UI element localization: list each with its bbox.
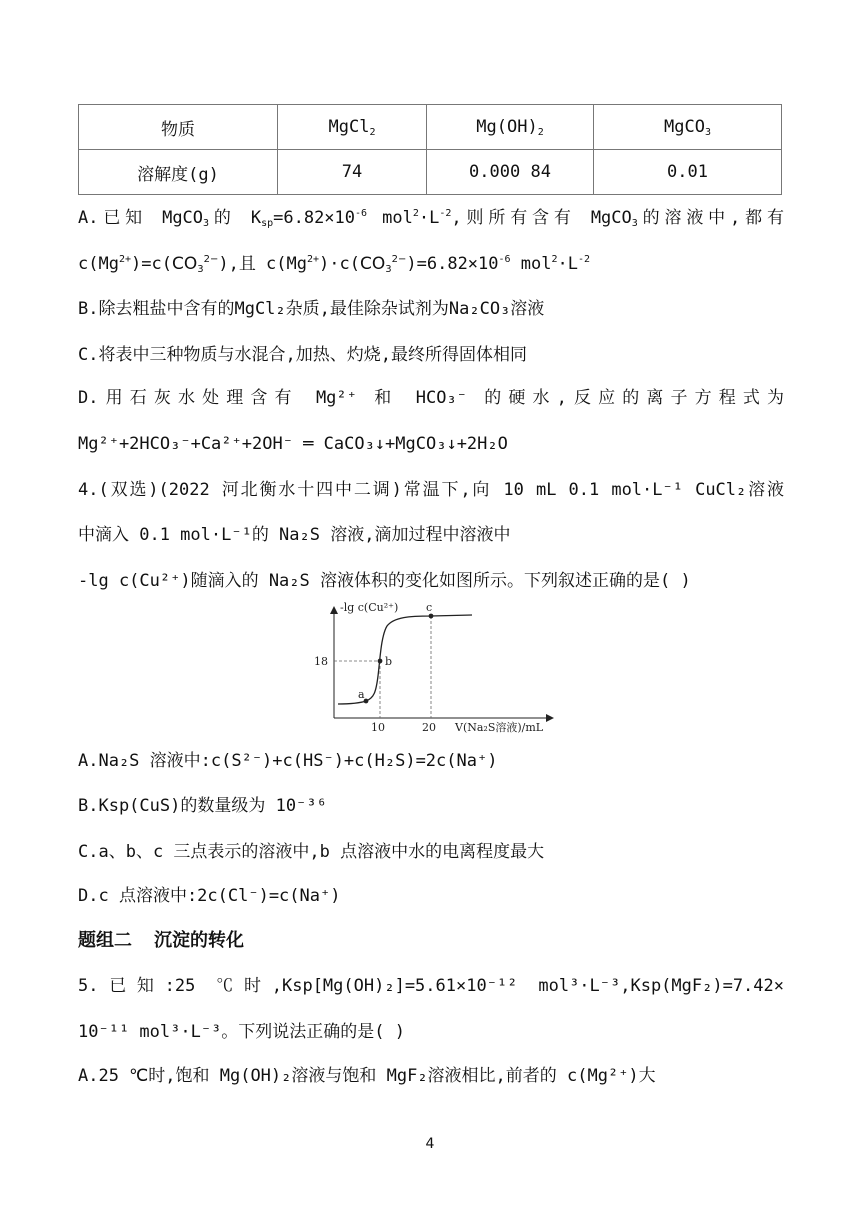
table-row — [79, 150, 782, 195]
x-axis-label: V(Na₂S溶液)/mL — [455, 721, 544, 734]
section-heading — [78, 926, 244, 952]
q4-stem-line3: -lg c(Cu²⁺)随滴入的 Na₂S 溶液体积的变化如图所示。下列叙述正确的是( ) — [78, 571, 691, 591]
q5-stem-line2: 10⁻¹¹ mol³·L⁻³。下列说法正确的是( ) — [78, 1022, 405, 1042]
table-cell: 74 — [278, 150, 427, 195]
q4-stem-line2: 中滴入 0.1 mol·L⁻¹的 Na₂S 溶液,滴加过程中溶液中 — [78, 525, 511, 545]
table-header-cell: 物质 — [79, 105, 278, 150]
heading-group: 题组二 — [78, 930, 132, 951]
q4-stem-line1: 4.(双选)(2022 河北衡水十四中二调)常温下,向 10 mL 0.1 mol·L⁻¹ CuCl₂溶液 — [78, 480, 784, 500]
page-number: 4 — [425, 1136, 435, 1152]
q4-option-d: D.c 点溶液中:2c(Cl⁻)=c(Na⁺) — [78, 886, 341, 906]
q3-option-a-line2: $c(Mg^{2+})=c(CO_3^{2-})$,且 $c(Mg^{2+})\cdot c(CO_3^{2-})=6.82\times 10^{-6}$ $mol^2\cdot L^{-2}$ — [78, 254, 591, 275]
q5-stem-line1: 5.已知:25 ℃时,Ksp[Mg(OH)₂]=5.61×10⁻¹² mol³·L⁻³,Ksp(MgF₂)=7.42× — [78, 976, 784, 996]
x-tick-label: 10 — [371, 721, 385, 734]
point-b-marker — [378, 659, 383, 664]
x-tick-label: 20 — [422, 721, 436, 734]
q5-option-a: A.25 ℃时,饱和 Mg(OH)₂溶液与饱和 MgF₂溶液相比,前者的 c(Mg²⁺)大 — [78, 1066, 656, 1086]
q4-option-b: B.Ksp(CuS)的数量级为 10⁻³⁶ — [78, 796, 327, 816]
table-row-label: 溶解度(g) — [79, 150, 278, 195]
q4-option-c: C.a、b、c 三点表示的溶液中,b 点溶液中水的电离程度最大 — [78, 842, 545, 862]
q3-option-d-line1: D.用石灰水处理含有 Mg²⁺ 和 HCO₃⁻ 的硬水,反应的离子方程式为 — [78, 388, 784, 408]
table-header-row — [79, 105, 782, 150]
solubility-table — [78, 104, 782, 195]
q3-option-d-line2: Mg²⁺+2HCO₃⁻+Ca²⁺+2OH⁻ ═ CaCO₃↓+MgCO₃↓+2H₂O — [78, 434, 508, 454]
y-tick-label: 18 — [314, 655, 328, 668]
point-c-label: c — [426, 601, 433, 614]
heading-title: 沉淀的转化 — [154, 930, 244, 951]
titration-curve-chart — [300, 600, 570, 735]
point-b-label: b — [385, 655, 393, 668]
table-cell: 0.01 — [594, 150, 782, 195]
point-a-label: a — [358, 688, 365, 701]
table-cell: 0.000 84 — [427, 150, 594, 195]
y-axis-label: -lg c(Cu²⁺) — [340, 601, 399, 614]
point-c-marker — [429, 614, 434, 619]
q3-option-b: B.除去粗盐中含有的MgCl₂杂质,最佳除杂试剂为Na₂CO₃溶液 — [78, 299, 545, 319]
q4-option-a: A.Na₂S 溶液中:c(S²⁻)+c(HS⁻)+c(H₂S)=2c(Na⁺) — [78, 751, 498, 771]
table-header-cell: $Mg(OH)_2$ — [427, 105, 594, 150]
q3-option-c: C.将表中三种物质与水混合,加热、灼烧,最终所得固体相同 — [78, 345, 527, 365]
table-header-cell: MgCO$_3$ — [594, 105, 782, 150]
table-header-cell: MgCl$_2$ — [278, 105, 427, 150]
q3-option-a-line1: A.已知 MgCO$_3$的 $K_{sp}=6.82\times 10^{-6}$ $mol^2\cdot L^{-2}$,则所有含有 MgCO$_3$的溶液中,都有 — [78, 208, 784, 229]
